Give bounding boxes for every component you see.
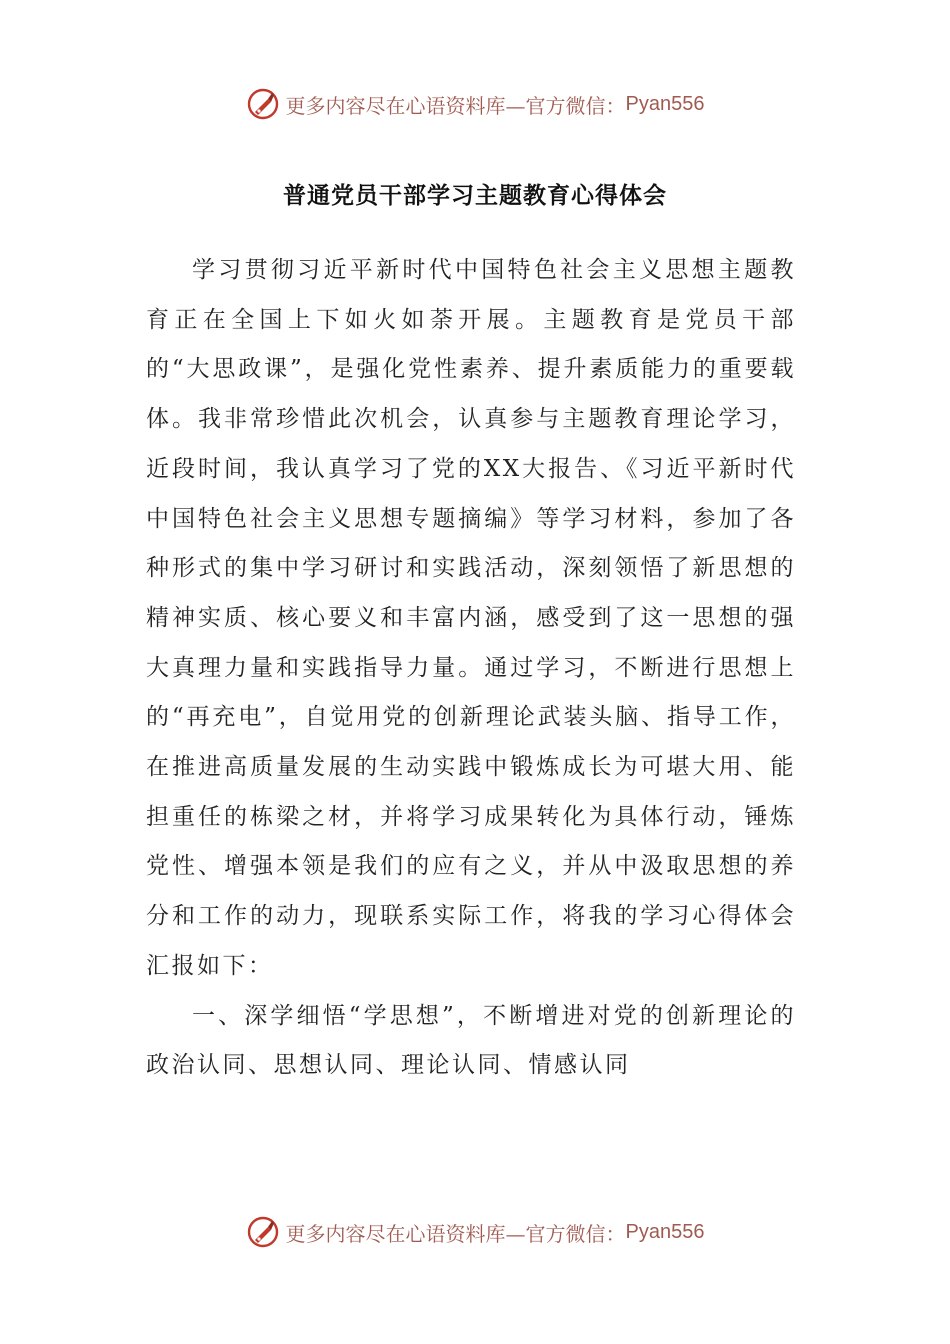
document-title: 普通党员干部学习主题教育心得体会 (283, 182, 667, 209)
header-watermark (0, 84, 950, 124)
watermark-text: 更多内容尽在心语资料库—官方微信： (285, 1221, 626, 1246)
pen-nib-logo-icon (246, 87, 280, 121)
footer-watermark (0, 1212, 950, 1252)
pen-nib-logo-icon (246, 1215, 280, 1249)
paragraph-section-heading: 一、深学细悟“学思想”，不断增进对党的创新理论的政治认同、思想认同、理论认同、情感认同 (146, 1002, 796, 1079)
document-body (146, 246, 796, 1091)
paragraph-intro: 学习贯彻习近平新时代中国特色社会主义思想主题教育正在全国上下如火如荼开展。主题教育是党员干部的“大思政课”，是强化党性素养、提升素质能力的重要载体。我非常珍惜此次机会，认真参与主题教育理论学习，近段时间，我认真学习了党的XX大报告、《习近平新时代中国特色社会主义思想专题摘编》等学习材料，参加了各种形式的集中学习研讨和实践活动，深刻领悟了新思想的精神实质、核心要义和丰富内涵，感受到了这一思想的强大真理力量和实践指导力量。通过学习，不断进行思想上的“再充电”，自觉用党的创新理论武装头脑、指导工作，在推进高质量发展的生动实践中锻炼成长为可堪大用、能担重任的栋梁之材，并将学习成果转化为具体行动，锤炼党性、增强本领是我们的应有之义，并从中汲取思想的养分和工作的动力，现联系实际工作，将我的学习心得体会汇报如下： (146, 257, 796, 979)
watermark-contact: Pyan556 (625, 1220, 705, 1243)
watermark-text: 更多内容尽在心语资料库—官方微信： (285, 93, 626, 118)
watermark-contact: Pyan556 (625, 92, 705, 115)
